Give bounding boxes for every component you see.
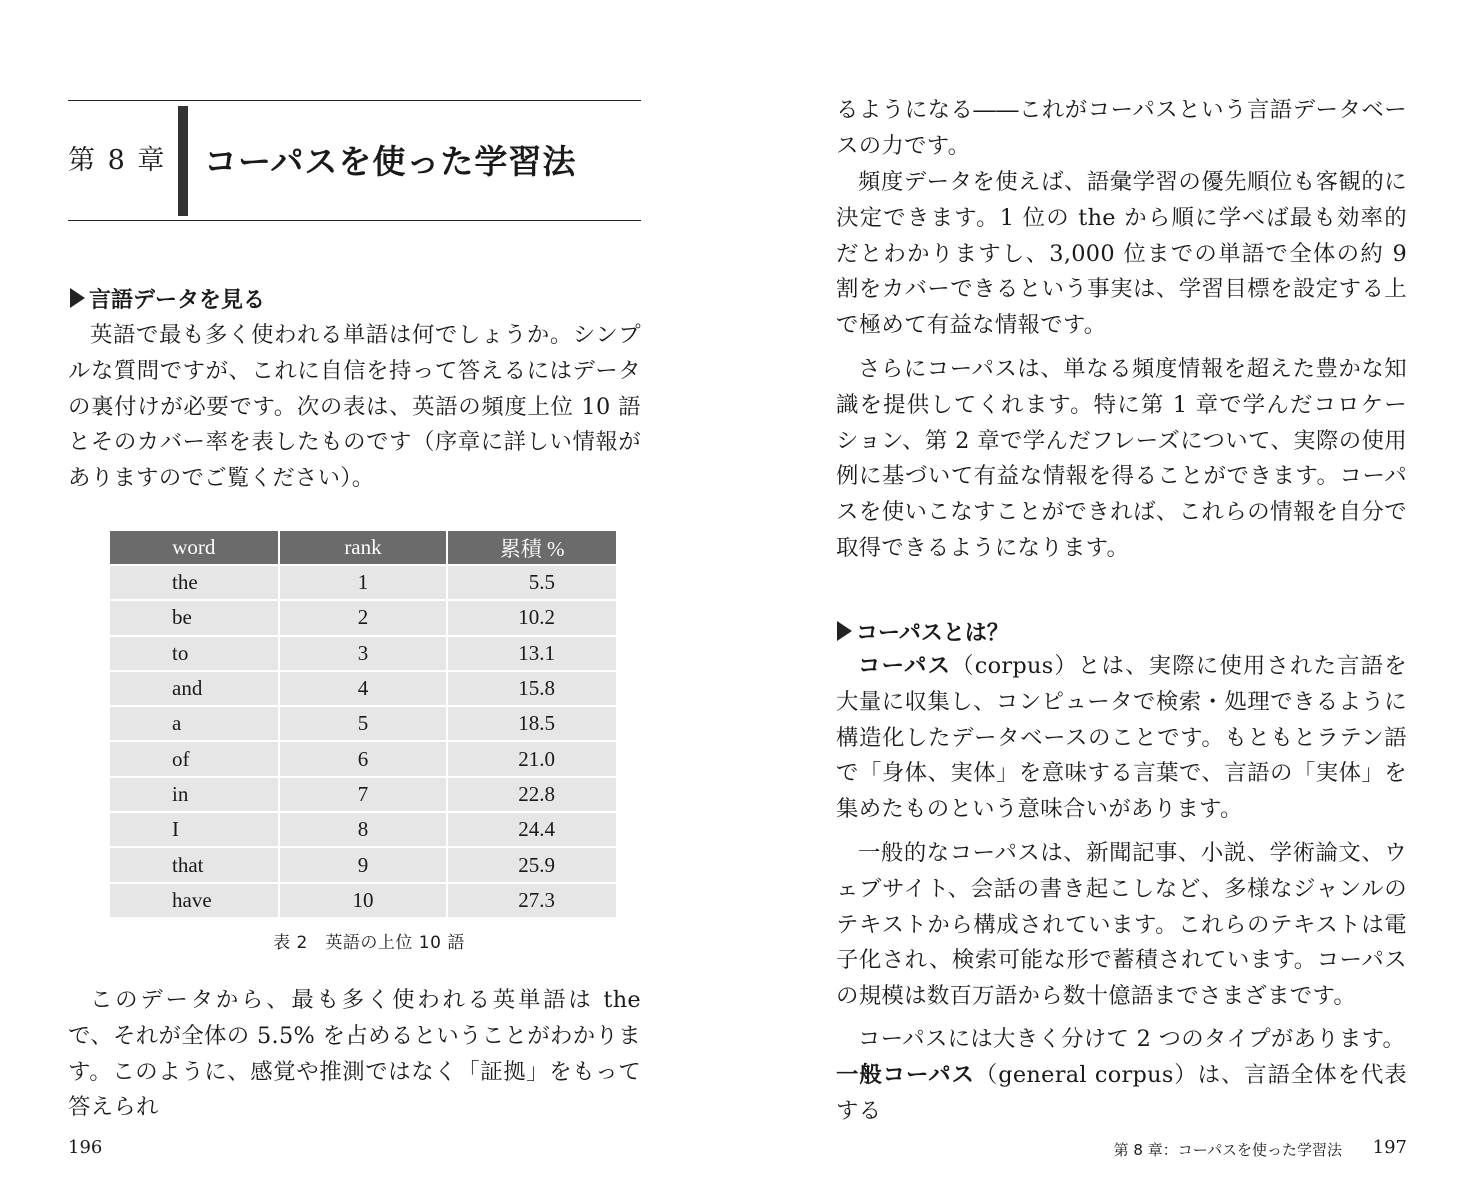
table-row: [110, 706, 616, 741]
table-header-row: [110, 531, 616, 565]
table-cell-word: have: [110, 883, 279, 917]
section-heading-language-data: [70, 283, 265, 314]
table-cell-rank: 4: [279, 671, 448, 706]
page-number-right: 197: [1372, 1137, 1407, 1158]
paragraph-general-corpus: [836, 1058, 1407, 1130]
table-cell-word: of: [110, 741, 279, 776]
chapter-number: 第 8 章: [68, 145, 167, 176]
table-cell-cumulative: 21.0: [447, 741, 616, 776]
table-cell-rank: 8: [279, 812, 448, 847]
paragraph-intro: 英語で最も多く使われる単語は何でしょうか。シンプルな質問ですが、これに自信を持って答えるにはデータの裏付けが必要です。次の表は、英語の頻度上位 10 語とそのカバー率を表したものです（序章に詳しい情報がありますのでご覧ください）。: [68, 322, 641, 492]
table-cell-rank: 6: [279, 741, 448, 776]
table-cell-word: and: [110, 671, 279, 706]
paragraph-corpus-knowledge: さらにコーパスは、単なる頻度情報を超えた豊かな知識を提供してくれます。特に第 1 章で学んだコロケーション、第 2 章で学んだフレーズについて、実際の使用例に基づいて有益な情報を得ることができます。コーパスを使いこなすことができれば、これらの情報を自分で取得できるようになります。: [836, 356, 1407, 561]
table-row: [110, 777, 616, 812]
paragraph-general-corpus-content: 一般的なコーパスは、新聞記事、小説、学術論文、ウェブサイト、会話の書き起こしなど、多様なジャンルのテキストから構成されています。これらのテキストは電子化され、検索可能な形で蓄積されています。コーパスの規模は数百万語から数十億語までさまざまです。: [836, 840, 1407, 1010]
section-heading-text: コーパスとは？: [856, 621, 1009, 646]
chapter-rule-bottom: [68, 220, 641, 221]
paragraph-corpus-definition-text: （corpus）とは、実際に使用された言語を大量に収集し、コンピュータで検索・処理できるように構造化したデータベースのことです。もともとラテン語で「身体、実体」を意味する言葉で、言語の「実体」を集めたものという意味合いがあります。: [836, 653, 1407, 823]
table-cell-word: I: [110, 812, 279, 847]
table-cell-rank: 5: [279, 706, 448, 741]
paragraph-conclusion: このデータから、最も多く使われる英単語は the で、それが全体の 5.5% を占めるということがわかります。このように、感覚や推測ではなく「証拠」をもって答えられ: [68, 987, 641, 1121]
table-cell-rank: 9: [279, 847, 448, 882]
left-page: [0, 0, 738, 1200]
frequency-table: [110, 531, 616, 917]
term-general-corpus: 一般コーパス: [836, 1062, 975, 1088]
table-cell-rank: 2: [279, 600, 448, 635]
table-cell-cumulative: 18.5: [447, 706, 616, 741]
table-cell-word: to: [110, 636, 279, 671]
table-row: [110, 671, 616, 706]
table-cell-cumulative: 13.1: [447, 636, 616, 671]
table-row: [110, 741, 616, 776]
chapter-divider-bar: [178, 106, 188, 216]
paragraph-corpus-types: コーパスには大きく分けて 2 つのタイプがあります。: [858, 1026, 1406, 1052]
paragraph-general-corpus-text: （general corpus）は、言語全体を代表する: [836, 1062, 1407, 1124]
table-cell-cumulative: 24.4: [447, 812, 616, 847]
table-row: [110, 812, 616, 847]
table-header-cumulative: 累積 %: [447, 531, 616, 565]
triangle-bullet-icon: [837, 621, 852, 641]
table-caption: 表 2 英語の上位 10 語: [273, 933, 465, 953]
paragraph-frequency: 頻度データを使えば、語彙学習の優先順位も客観的に決定できます。1 位の the から順に学べば最も効率的だとわかりますし、3,000 位までの単語で全体の約 9 割をカバーできるという事実は、学習目標を設定する上で極めて有益な情報です。: [836, 169, 1407, 339]
table-cell-cumulative: 5.5: [447, 565, 616, 600]
paragraph-continued: るようになる――これがコーパスという言語データベースの力です。: [836, 97, 1407, 159]
table-cell-word: the: [110, 565, 279, 600]
paragraph-corpus-definition: [836, 649, 1407, 828]
table-cell-word: be: [110, 600, 279, 635]
table-row: [110, 565, 616, 600]
table-cell-rank: 7: [279, 777, 448, 812]
table-cell-cumulative: 15.8: [447, 671, 616, 706]
triangle-bullet-icon: [70, 288, 85, 308]
chapter-title: コーパスを使った学習法: [204, 142, 577, 181]
running-head: 第 8 章：コーパスを使った学習法: [1113, 1141, 1342, 1159]
table-cell-rank: 3: [279, 636, 448, 671]
table-row: [110, 636, 616, 671]
table-cell-rank: 1: [279, 565, 448, 600]
table-row: [110, 600, 616, 635]
table-cell-cumulative: 25.9: [447, 847, 616, 882]
table-cell-word: in: [110, 777, 279, 812]
table-row: [110, 883, 616, 917]
table-row: [110, 847, 616, 882]
table-cell-word: a: [110, 706, 279, 741]
right-page: [738, 0, 1477, 1200]
table-cell-rank: 10: [279, 883, 448, 917]
section-heading-text: 言語データを見る: [89, 288, 266, 313]
chapter-rule-top: [68, 100, 641, 101]
table-cell-word: that: [110, 847, 279, 882]
table-cell-cumulative: 27.3: [447, 883, 616, 917]
table-header-word: word: [110, 531, 279, 565]
table-cell-cumulative: 22.8: [447, 777, 616, 812]
table-header-rank: rank: [279, 531, 448, 565]
term-corpus: コーパス: [858, 653, 952, 679]
table-cell-cumulative: 10.2: [447, 600, 616, 635]
page-number-left: 196: [68, 1137, 103, 1158]
section-heading-what-is-corpus: [837, 616, 1009, 647]
